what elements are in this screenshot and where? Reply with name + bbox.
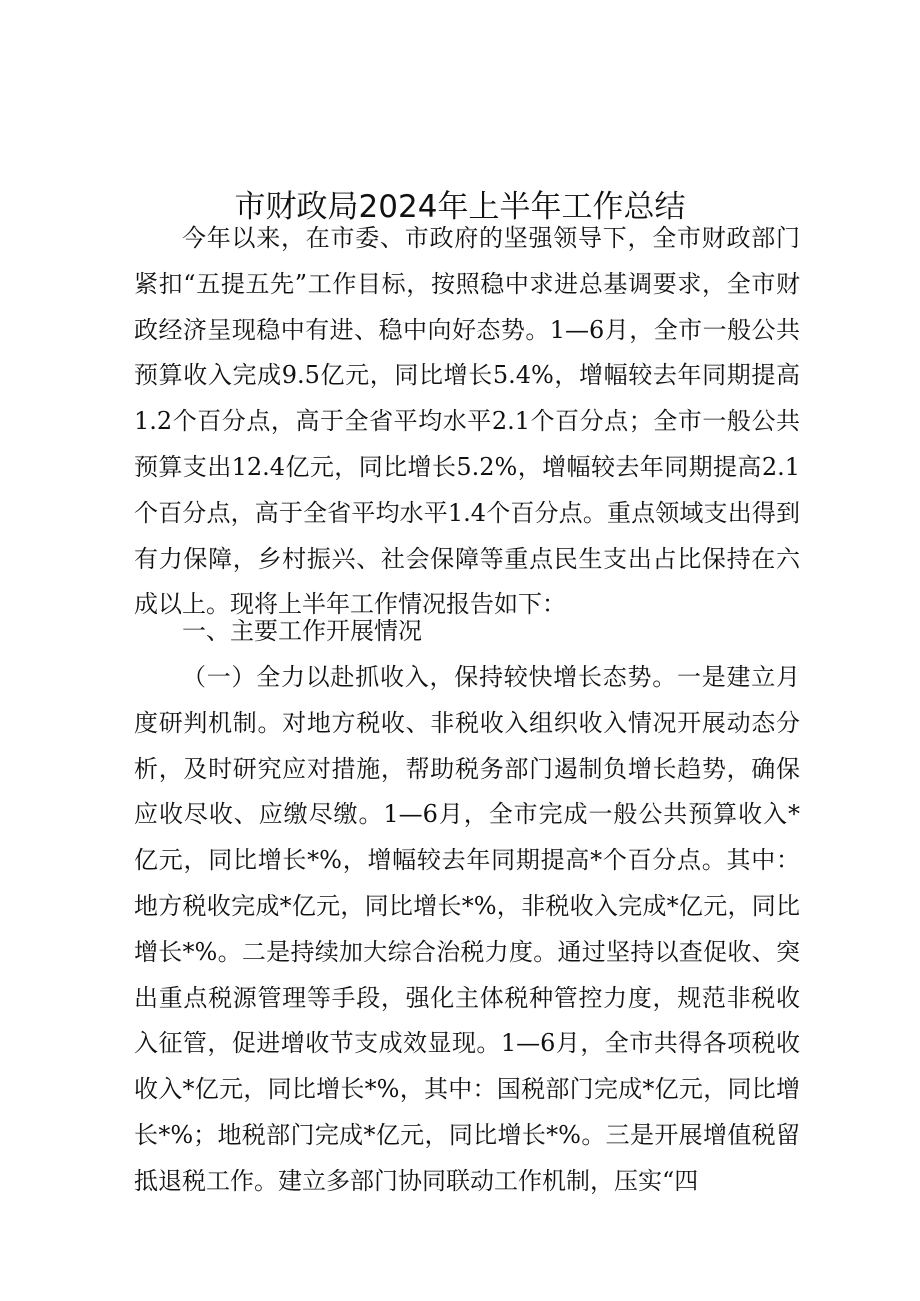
section-heading-main-work: 一、主要工作开展情况 — [182, 617, 422, 645]
document-title: 市财政局2024年上半年工作总结 — [234, 188, 686, 225]
intro-paragraph: 今年以来，在市委、市政府的坚强领导下，全市财政部门紧扣“五提五先”工作目标，按照稳中求进总基调要求，全市财政经济呈现稳中有进、稳中向好态势。1—6月，全市一般公共预算收入完成9.5亿元，同比增长5.4%，增幅较去年同期提高1.2个百分点，高于全省平均水平2.1个百分点；全市一般公共预算支出12.4亿元，同比增长5.2%，增幅较去年同期提高2.1个百分点，高于全省平均水平1.4个百分点。重点领域支出得到有力保障，乡村振兴、社会保障等重点民生支出占比保持在六成以上。现将上半年工作情况报告如下： — [134, 224, 800, 619]
revenue-paragraph: （一）全力以赴抓收入，保持较快增长态势。一是建立月度研判机制。对地方税收、非税收入组织收入情况开展动态分析，及时研究应对措施，帮助税务部门遏制负增长趋势，确保应收尽收、应缴尽缴。1—6月，全市完成一般公共预算收入*亿元，同比增长*%，增幅较去年同期提高*个百分点。其中：地方税收完成*亿元，同比增长*%，非税收入完成*亿元，同比增长*%。二是持续加大综合治税力度。通过坚持以查促收、突出重点税源管理等手段，强化主体税种管控力度，规范非税收入征管，促进增收节支成效显现。1—6月，全市共得各项税收收入*亿元，同比增长*%，其中：国税部门完成*亿元，同比增长*%；地税部门完成*亿元，同比增长*%。三是开展增值税留抵退税工作。建立多部门协同联动工作机制，压实“四 — [134, 663, 800, 1195]
